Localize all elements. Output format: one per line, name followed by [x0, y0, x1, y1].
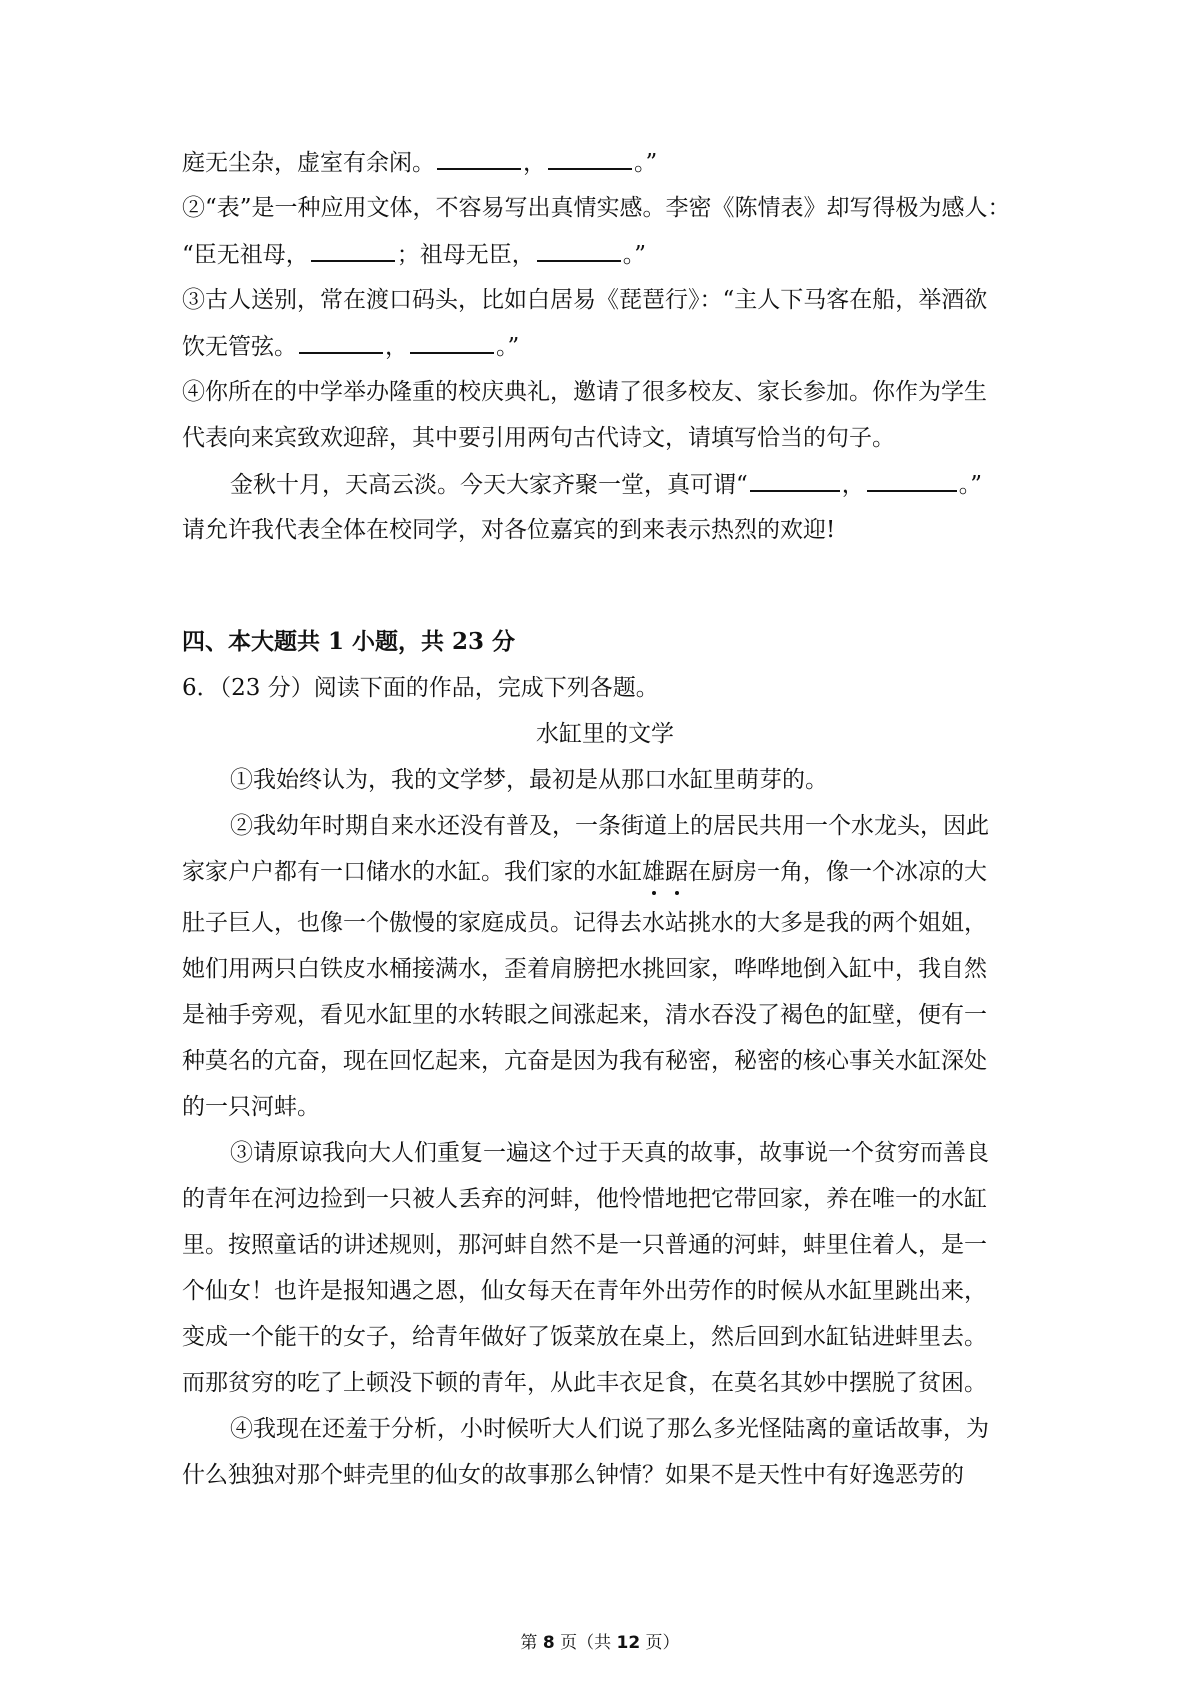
answer-blank[interactable]: [311, 240, 395, 262]
section-heading: 四、本大题共 1 小题，共 23 分: [182, 628, 516, 655]
article-paragraph-2-line: 肚子巨人，也像一个傲慢的家庭成员。记得去水站挑水的大多是我的两个姐姐，: [182, 910, 987, 936]
answer-blank[interactable]: [410, 332, 494, 354]
article-paragraph-2-line: 种莫名的亢奋，现在回忆起来，亢奋是因为我有秘密，秘密的核心事关水缸深处: [182, 1048, 987, 1074]
article-paragraph-4-line: ④我现在还羞于分析，小时候听大人们说了那么多光怪陆离的童话故事，为: [230, 1416, 989, 1442]
article-paragraph-2-line: 家家户户都有一口储水的水缸。我们家的水缸雄踞在厨房一角，像一个冰凉的大: [182, 859, 987, 885]
fill-in-line-2: “臣无祖母， ；祖母无臣， 。”: [182, 242, 647, 268]
article-paragraph-2-line: 是袖手旁观，看见水缸里的水转眼之间涨起来，清水吞没了褐色的缸壁，便有一: [182, 1002, 987, 1028]
article-paragraph-2-line: ②我幼年时期自来水还没有普及，一条街道上的居民共用一个水龙头，因此: [230, 813, 989, 839]
total-pages: 12: [616, 1633, 641, 1653]
answer-blank[interactable]: [437, 148, 521, 170]
fill-in-line-1: 庭无尘杂，虚室有余闲。 ， 。”: [182, 150, 658, 176]
fill-in-line-3: 饮无管弦。 ， 。”: [182, 334, 520, 360]
article-paragraph-2-line: 她们用两只白铁皮水桶接满水，歪着肩膀把水挑回家，哗哗地倒入缸中，我自然: [182, 956, 987, 982]
question-item-4-cont: 代表向来宾致欢迎辞，其中要引用两句古代诗文，请填写恰当的句子。: [182, 425, 895, 451]
emphasis-dot-char: 踞: [665, 859, 688, 885]
question-item-3: ③古人送别，常在渡口码头，比如白居易《琵琶行》：“主人下马客在船，举酒欲: [182, 287, 988, 313]
answer-blank[interactable]: [548, 148, 632, 170]
page-number: 8: [542, 1633, 555, 1653]
article-paragraph-3-line: 而那贫穷的吃了上顿没下顿的青年，从此丰衣足食，在莫名其妙中摆脱了贫困。: [182, 1370, 987, 1396]
article-paragraph-2-line: 的一只河蚌。: [182, 1094, 320, 1120]
page-footer: 第 8 页（共 12 页）: [520, 1633, 680, 1653]
article-paragraph-3-line: 变成一个能干的女子，给青年做好了饭菜放在桌上，然后回到水缸钻进蚌里去。: [182, 1324, 987, 1350]
question-item-2: ②“表”是一种应用文体，不容易写出真情实感。李密《陈情表》却写得极为感人：: [182, 195, 1011, 221]
emphasis-dot-char: 雄: [642, 859, 665, 885]
article-paragraph-4-line: 什么独独对那个蚌壳里的仙女的故事那么钟情？如果不是天性中有好逸恶劳的: [182, 1462, 964, 1488]
article-paragraph-3-line: 的青年在河边捡到一只被人丢弃的河蚌，他怜惜地把它带回家，养在唯一的水缸: [182, 1186, 987, 1212]
article-paragraph-3-line: 里。按照童话的讲述规则，那河蚌自然不是一只普通的河蚌，蚌里住着人，是一: [182, 1232, 987, 1258]
answer-blank[interactable]: [299, 332, 383, 354]
answer-blank[interactable]: [867, 470, 957, 492]
article-paragraph-3-line: ③请原谅我向大人们重复一遍这个过于天真的故事，故事说一个贫穷而善良: [230, 1140, 989, 1166]
answer-blank[interactable]: [750, 470, 840, 492]
article-paragraph-3-line: 个仙女！也许是报知遇之恩，仙女每天在青年外出劳作的时候从水缸里跳出来，: [182, 1278, 987, 1304]
article-paragraph-1: ①我始终认为，我的文学梦，最初是从那口水缸里萌芽的。: [230, 767, 828, 793]
welcome-speech-line: 请允许我代表全体在校同学，对各位嘉宾的到来表示热烈的欢迎!: [182, 517, 836, 543]
question-prompt: 6．（23 分）阅读下面的作品，完成下列各题。: [182, 675, 659, 701]
fill-in-line-4: 金秋十月，天高云淡。今天大家齐聚一堂，真可谓“ ， 。”: [230, 472, 983, 498]
question-item-4: ④你所在的中学举办隆重的校庆典礼，邀请了很多校友、家长参加。你作为学生: [182, 379, 987, 405]
article-title: 水缸里的文学: [536, 721, 674, 747]
answer-blank[interactable]: [537, 240, 621, 262]
